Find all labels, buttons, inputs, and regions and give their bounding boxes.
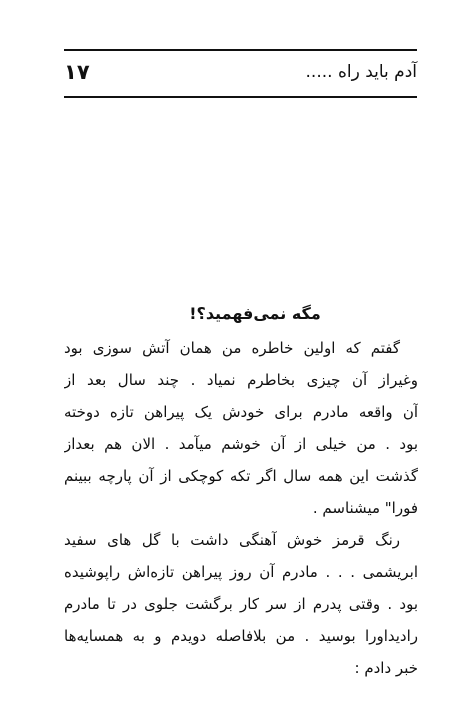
text-line: گفتم که اولین خاطره من همان آتش سوزی بود — [64, 339, 400, 357]
text-line: رادیداورا بوسید . من بلافاصله دویدم و به همسایه‌ها — [64, 627, 418, 645]
text-line: رنگ قرمز خوش آهنگی داشت با گل های سفید — [64, 531, 400, 549]
text-line: گذشت این همه سال اگر تکه کوچکی از آن پارچه ببینم — [64, 467, 418, 485]
body-text — [64, 300, 418, 684]
page-number: ۱۷ — [64, 60, 90, 84]
text-line: خبر دادم : — [354, 659, 418, 677]
text-line: بود . وقتی پدرم از سر کار برگشت جلوی در تا مادرم — [64, 595, 418, 613]
text-line: بود . من خیلی از آن خوشم میآمد . الان هم بعداز — [64, 435, 418, 453]
text-line: ابریشمی . . . مادرم آن روز پیراهن تازه‌اش راپوشیده — [64, 563, 418, 581]
running-head — [64, 56, 417, 88]
running-head-title: آدم باید راه ..... — [305, 62, 417, 82]
header-bottom-rule — [64, 96, 417, 98]
section-heading: مگه نمی‌فهمید؟! — [189, 304, 321, 323]
text-line: آن واقعه مادرم برای خودش یک پیراهن تازه دوخته — [64, 403, 418, 421]
text-line: فورا" میشناسم . — [312, 499, 418, 517]
header-top-rule — [64, 49, 417, 51]
paragraph-2 — [64, 524, 418, 684]
text-line: وغیراز آن چیزی بخاطرم نمیاد . چند سال بعد از — [64, 371, 418, 389]
paragraph-1 — [64, 332, 418, 524]
